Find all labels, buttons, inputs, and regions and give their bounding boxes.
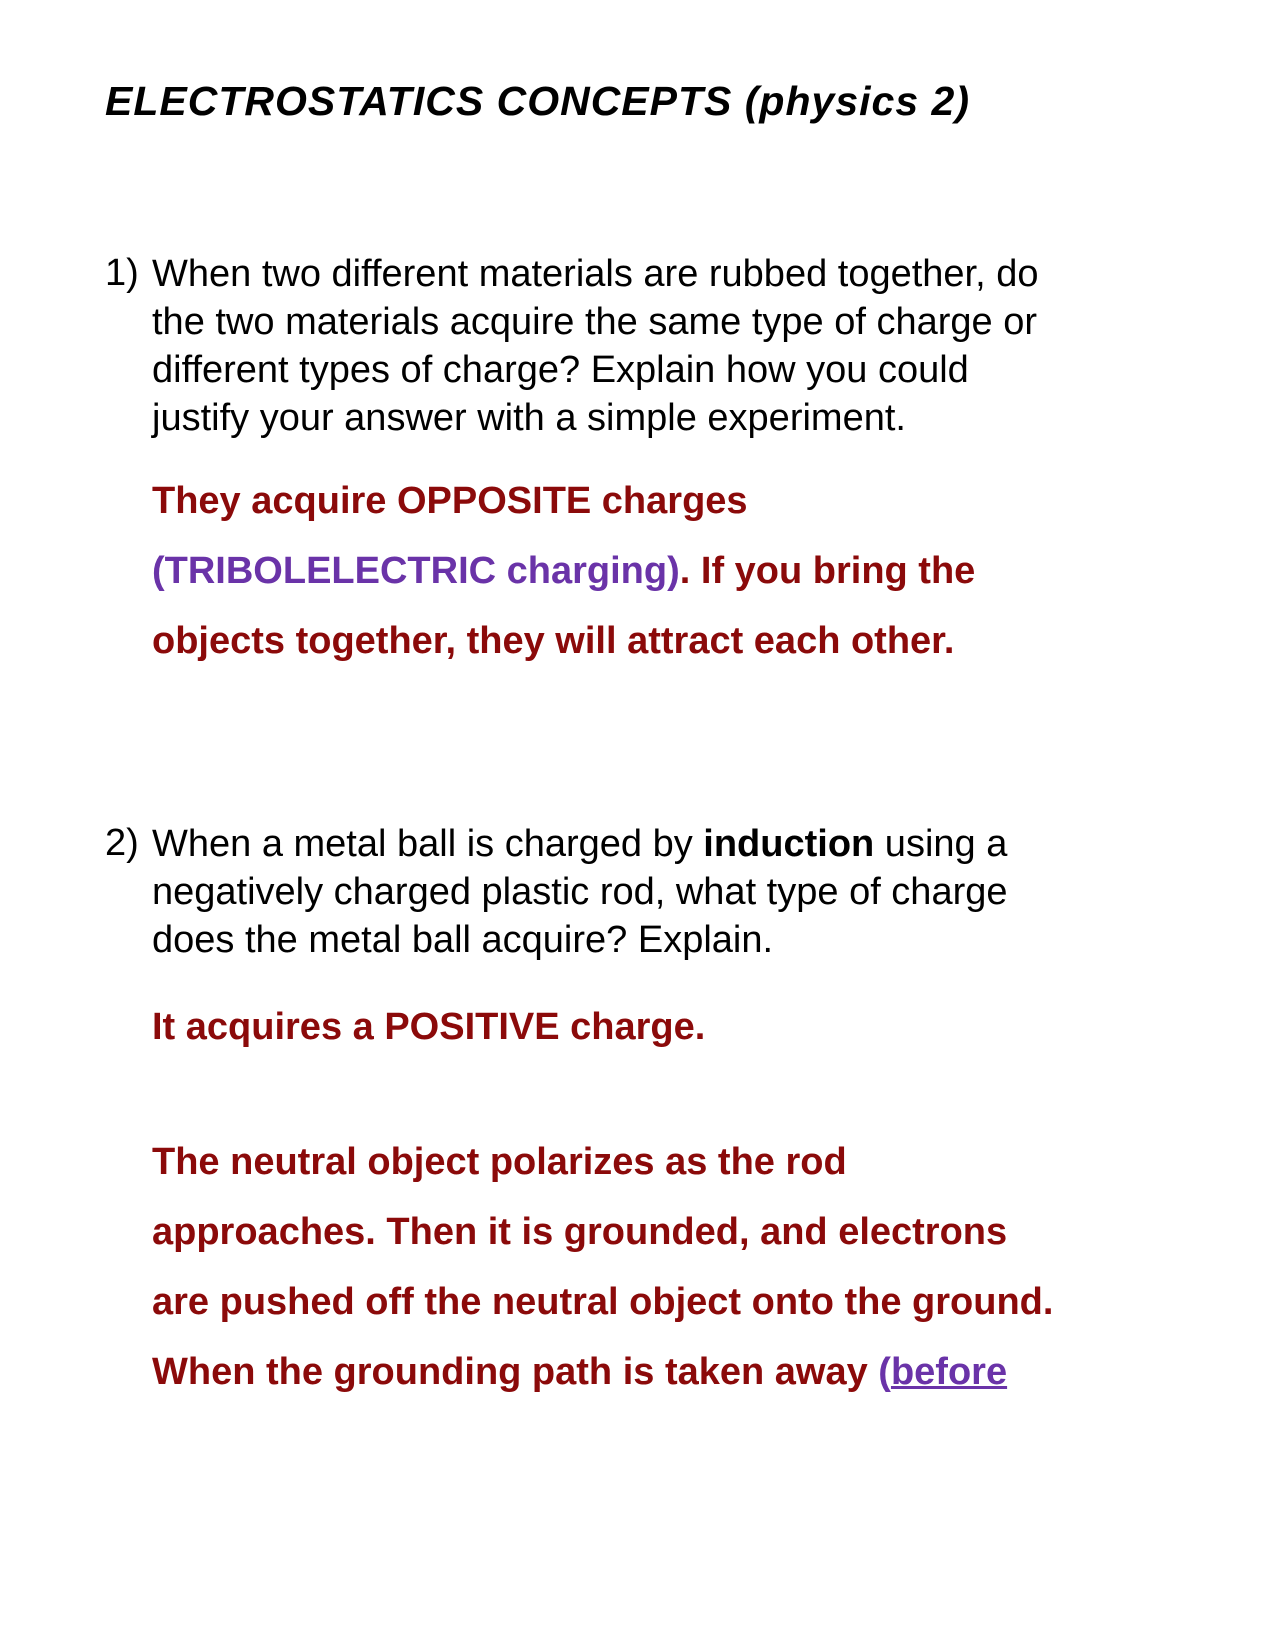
question-2-line-1-pre: When a metal ball is charged by	[152, 823, 704, 865]
question-2-number: 2)	[105, 822, 139, 864]
answer-1-line-3: objects together, they will attract each other.	[152, 620, 955, 662]
answer-1-line-1: They acquire OPPOSITE charges	[152, 480, 748, 522]
page-title: ELECTROSTATICS CONCEPTS (physics 2)	[105, 78, 970, 124]
triboelectric-term: (TRIBOLELECTRIC charging)	[152, 550, 680, 592]
explanation-paren: (	[878, 1351, 891, 1393]
answer-2-explanation	[152, 1127, 1182, 1407]
question-1-line-1: When two different materials are rubbed together, do	[152, 253, 1039, 295]
question-2-line-1	[152, 820, 1172, 868]
explanation-line-3: are pushed off the neutral object onto the ground.	[152, 1281, 1054, 1323]
answer-1	[152, 466, 1182, 676]
question-2-line-2: negatively charged plastic rod, what type of charge	[152, 871, 1008, 913]
explanation-line-2: approaches. Then it is grounded, and electrons	[152, 1211, 1008, 1253]
question-1-line-2: the two materials acquire the same type of charge or	[152, 301, 1038, 343]
question-1-line-3: different types of charge? Explain how you could	[152, 349, 969, 391]
question-2-line-3: does the metal ball acquire? Explain.	[152, 919, 774, 961]
question-1-number: 1)	[105, 252, 139, 294]
explanation-line-4	[152, 1337, 1182, 1407]
question-1-line-4: justify your answer with a simple experiment.	[152, 397, 906, 439]
question-2-line-1-post: using a	[874, 823, 1008, 865]
explanation-line-4-pre: When the grounding path is taken away	[152, 1351, 879, 1393]
question-1-text	[152, 250, 1172, 442]
question-2-text	[152, 820, 1172, 964]
explanation-line-1: The neutral object polarizes as the rod	[152, 1141, 847, 1183]
before-link[interactable]: before	[890, 1351, 1008, 1393]
answer-1-line-2-rest: . If you bring the	[679, 550, 976, 592]
answer-2-short	[152, 992, 1182, 1062]
induction-term: induction	[703, 823, 875, 865]
answer-1-line-2	[152, 536, 1182, 606]
answer-2-short-line: It acquires a POSITIVE charge.	[152, 1006, 706, 1048]
